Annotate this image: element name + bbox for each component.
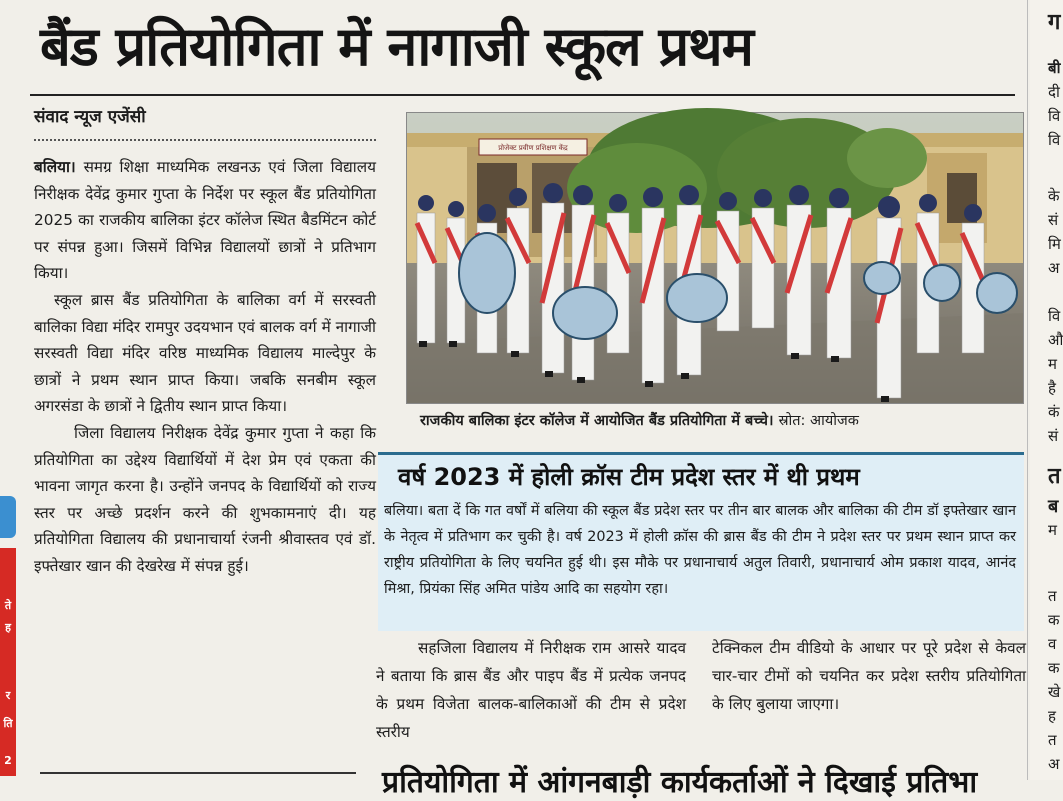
ad-red-block [0,548,16,776]
adj-line: अ [1048,755,1060,773]
adj-line: म [1048,355,1057,373]
bottom-column-2 [712,634,1026,718]
sub-story-body: बलिया। बता दें कि गत वर्षों में बलिया की स्कूल बैंड प्रदेश स्तर पर तीन बार बालक और बालिका की टीम डॉ इफ्तेखार खान के नेतृत्व में प्रतिभाग कर चुकी है। वर्ष 2023 में होली क्रॉस की ब्रास बैंड की टीम ने प्रदेश स्तर पर प्रथम स्थान प्राप्त कर राष्ट्रीय प्रतियोगिता के लिए चयनित हुई थी। इस मौके पर प्रधानाचार्य अतुल तिवारी, प्रधानाचार्य ओम प्रकाश यादव, आनंद मिश्रा, प्रियंका सिंह अमित पांडेय आदि का सहयोग रहा। [384,503,1016,597]
news-photo [406,112,1024,404]
main-story [34,154,376,580]
adjacent-column-clipped [1030,0,1063,780]
bottom-rule [40,772,356,774]
photo-sign-text: प्रोजेक्ट प्रवीण प्रशिक्षण केंद्र [498,144,568,152]
adj-line: ग [1048,10,1061,35]
adj-line: त [1048,587,1057,605]
main-paragraph-3: जिला विद्यालय निरीक्षक देवेंद्र कुमार गुप्ता ने कहा कि प्रतियोगिता का उद्देश्य विद्यार्थियों में देश प्रेम एवं एकता की भावना जागृत करना है। उन्होंने जनपद के विद्यार्थियों को राज्य स्तर पर अच्छे प्रदर्शन करने की शुभकामनाएं दी। यह प्रतियोगिता विद्यालय की प्रधानाचार्या रंजनी श्रीवास्तव एवं डॉ. इफ्तेखार खान की देखरेख में संपन्न हुई। [34,423,376,575]
headline-rule [30,94,1015,96]
bottom-col2-text: टेक्निकल टीम वीडियो के आधार पर पूरे प्रदेश से केवल चार-चार टीमों को चयनित कर प्रदेश स्तरीय प्रतियोगिता के लिए बुलाया जाएगा। [712,639,1026,713]
adj-line: खे [1048,683,1061,701]
adj-line: सं [1048,211,1059,229]
main-paragraph-2: स्कूल ब्रास बैंड प्रतियोगिता के बालिका वर्ग में सरस्वती बालिका विद्या मंदिर रामपुर उदयभान एवं बालक वर्ग में नागाजी सरस्वती विद्या मंदिर वरिष्ठ माध्यमिक विद्यालय माल्देपुर के छात्रों ने प्रथम स्थान प्राप्त किया। जबकि सनबीम स्कूल अगरसंडा के छात्रों ने द्वितीय स्थान प्राप्त किया। [34,290,376,416]
adj-line: दी [1048,83,1060,101]
adj-line: ह [1048,707,1056,725]
page-headline: बैंड प्रतियोगिता में नागाजी स्कूल प्रथम [40,14,753,78]
band-photo-illustration [407,113,1023,403]
bottom-col1-text: सहजिला विद्यालय में निरीक्षक राम आसरे यादव ने बताया कि ब्रास बैंड और पाइप बैंड में प्रत्येक जनपद के प्रथम विजेता बालक-बालिकाओं की टीम से प्रदेश स्तरीय [376,639,686,741]
next-headline: प्रतियोगिता में आंगनबाड़ी कार्यकर्ताओं ने दिखाई प्रतिभा [382,765,978,800]
photo-caption [420,410,859,430]
adj-line: ब [1048,496,1059,517]
adj-line: त [1048,464,1061,489]
adj-line: मि [1048,235,1061,253]
byline: संवाद न्यूज एजेंसी [34,107,146,127]
ad-text: ते [4,599,12,612]
adj-line: व [1048,635,1057,653]
adj-line: वि [1048,107,1061,125]
adj-line: औ [1048,331,1063,349]
ad-text: ति [3,717,13,730]
ad-text: ह [5,621,11,634]
adj-line: म [1048,521,1057,539]
adj-line: के [1048,187,1060,205]
main-paragraph-1 [34,154,376,287]
adj-line: बी [1048,59,1061,77]
photo-source: स्रोत: आयोजक [778,413,859,429]
left-advertisement-strip [0,496,16,780]
adj-line: क [1048,659,1060,677]
column-divider [1027,0,1028,780]
adj-line: सं [1048,427,1059,445]
adj-line: वि [1048,131,1061,149]
ad-text: र [5,689,11,702]
adj-line: त [1048,731,1057,749]
ad-blue-block [0,496,16,538]
photo-caption-text: राजकीय बालिका इंटर कॉलेज में आयोजित बैंड प्रतियोगिता में बच्चे। [420,413,774,429]
adj-line: वि [1048,307,1061,325]
dateline: बलिया। [34,158,76,176]
adj-line: है [1048,379,1056,397]
next-headline-clipped [382,764,1022,800]
bottom-column-1 [376,634,686,746]
adj-line: कं [1048,403,1060,421]
adj-line: अ [1048,259,1060,277]
adj-line: क [1048,611,1060,629]
sub-story-title: वर्ष 2023 में होली क्रॉस टीम प्रदेश स्तर में थी प्रथम [398,463,860,491]
byline-divider [34,139,376,141]
ad-text: 2 [4,754,12,767]
main-p1-text: समग्र शिक्षा माध्यमिक लखनऊ एवं जिला विद्यालय निरीक्षक देवेंद्र कुमार गुप्ता के निर्देश पर स्कूल बैंड प्रतियोगिता 2025 का राजकीय बालिका इंटर कॉलेज स्थित बैडमिंटन कोर्ट पर संपन्न हुआ। जिसमें विभिन्न विद्यालयों छात्रों ने प्रतिभाग किया। [34,158,376,283]
